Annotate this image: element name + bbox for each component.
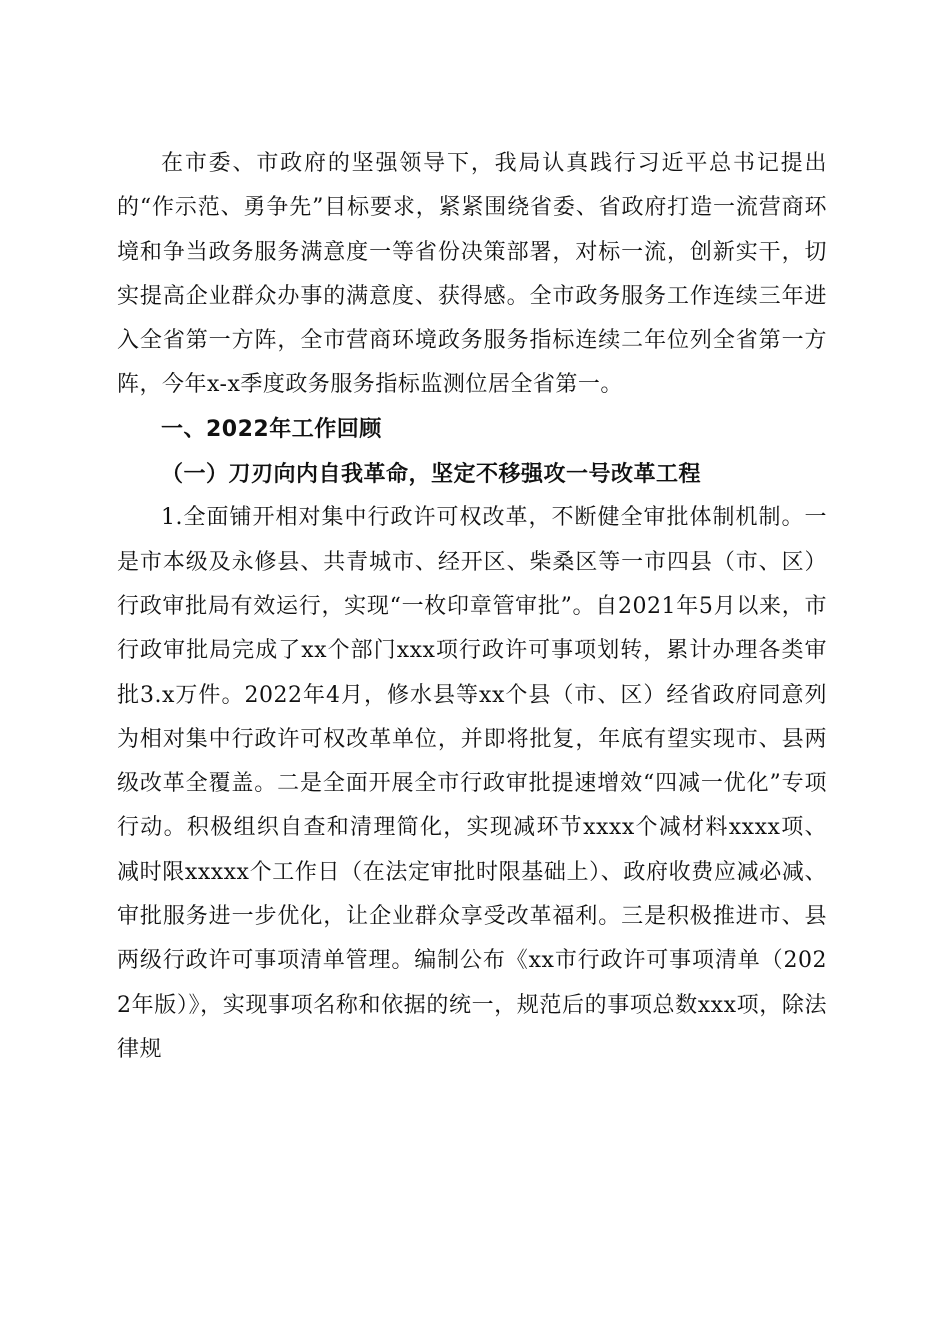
section-heading: 一、2022年工作回顾 (161, 416, 382, 442)
document-body (117, 142, 827, 1072)
subsection-heading: （一）刀刃向内自我革命，坚定不移强攻一号改革工程 (161, 461, 702, 488)
item-paragraph: 1.全面铺开相对集中行政许可权改革，不断健全审批体制机制。一是市本级及永修县、共青城市、经开区、柴桑区等一市四县（市、区）行政审批局有效运行，实现“一枚印章管审批”。自2021年5月以来，市行政审批局完成了xx个部门xxx项行政许可事项划转，累计办理各类审批3.x万件。2022年4月，修水县等xx个县（市、区）经省政府同意列为相对集中行政许可权改革单位，并即将批复，年底有望实现市、县两级改革全覆盖。二是全面开展全市行政审批提速增效“四减一优化”专项行动。积极组织自查和清理简化，实现减环节xxxx个减材料xxxx项、减时限xxxxx个工作日（在法定审批时限基础上）、政府收费应减必减、审批服务进一步优化，让企业群众享受改革福利。三是积极推进市、县两级行政许可事项清单管理。编制公布《xx市行政许可事项清单（2022年版）》，实现事项名称和依据的统一，规范后的事项总数xxx项，除法律规 (117, 505, 827, 1062)
intro-paragraph: 在市委、市政府的坚强领导下，我局认真践行习近平总书记提出的“作示范、勇争先”目标要求，紧紧围绕省委、省政府打造一流营商环境和争当政务服务满意度一等省份决策部署，对标一流，创新实干，切实提高企业群众办事的满意度、获得感。全市政务服务工作连续三年进入全省第一方阵，全市营商环境政务服务指标连续二年位列全省第一方阵，今年x-x季度政务服务指标监测位居全省第一。 (117, 151, 827, 398)
